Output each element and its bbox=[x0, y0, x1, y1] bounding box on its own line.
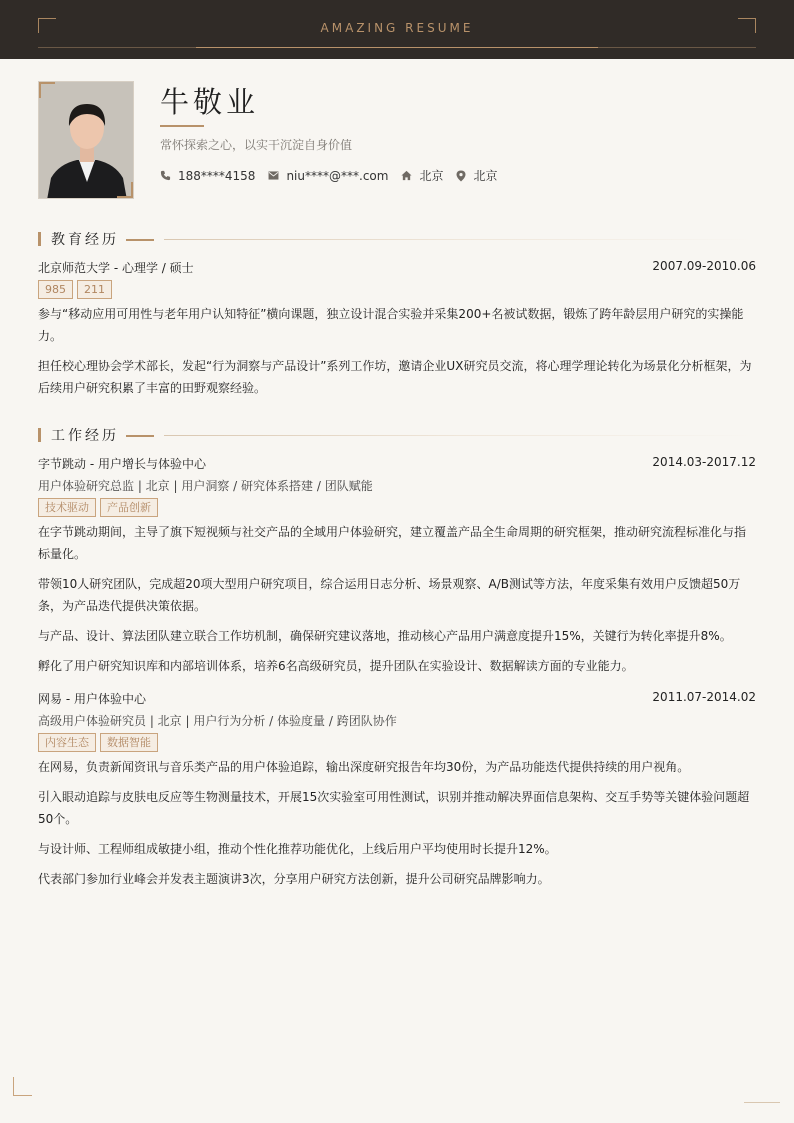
corner-ornament bbox=[13, 1077, 32, 1096]
phone-icon bbox=[160, 170, 171, 181]
photo-corner-ornament bbox=[39, 82, 55, 98]
phone-number: 188****4158 bbox=[178, 168, 256, 183]
education-paragraph: 担任校心理协会学术部长，发起“行为洞察与产品设计”系列工作坊，邀请企业UX研究员交流，将心理学理论转化为场景化分析框架，为后续用户研究积累了丰富的田野观察经验。 bbox=[38, 359, 752, 395]
job-paragraph: 引入眼动追踪与皮肤电反应等生物测量技术，开展15次实验室可用性测试，识别并推动解决界面信息架构、交互手势等关键体验问题超50个。 bbox=[38, 790, 750, 826]
candidate-motto: 常怀探索之心，以实干沉淀自身价值 bbox=[160, 138, 353, 152]
tag-badge: 数据智能 bbox=[100, 733, 158, 752]
tag-badge: 211 bbox=[77, 280, 112, 299]
candidate-name: 牛敬业 bbox=[160, 85, 260, 119]
job-tags bbox=[38, 498, 162, 517]
profile-photo bbox=[38, 81, 134, 199]
school-name: 北京师范大学 - 心理学 / 硕士 bbox=[38, 261, 194, 275]
company-name: 字节跳动 - 用户增长与体验中心 bbox=[38, 457, 206, 471]
job-role-line: 用户体验研究总监 | 北京 | 用户洞察 / 研究体系搭建 / 团队赋能 bbox=[38, 479, 373, 493]
job-date: 2011.07-2014.02 bbox=[652, 690, 756, 704]
job-paragraph: 与产品、设计、算法团队建立联合工作坊机制，确保研究建议落地，推动核心产品用户满意度提升15%，关键行为转化率提升8%。 bbox=[38, 629, 732, 643]
section-marker bbox=[38, 232, 41, 246]
hometown-text: 北京 bbox=[419, 169, 444, 183]
resume-title: AMAZING RESUME bbox=[320, 21, 474, 35]
tag-badge: 内容生态 bbox=[38, 733, 96, 752]
education-tags bbox=[38, 280, 116, 299]
job-role-line: 高级用户体验研究员 | 北京 | 用户行为分析 / 体验度量 / 跨团队协作 bbox=[38, 714, 397, 728]
location-pin-icon bbox=[456, 170, 466, 182]
section-accent-line bbox=[126, 239, 154, 241]
job-paragraph: 带领10人研究团队，完成超20项大型用户研究项目，综合运用日志分析、场景观察、A/B测试等方法，年度采集有效用户反馈超50万条，为产品迭代提供决策依据。 bbox=[38, 577, 741, 613]
tag-badge: 产品创新 bbox=[100, 498, 158, 517]
education-paragraph: 参与“移动应用可用性与老年用户认知特征”横向课题，独立设计混合实验并采集200+名被试数据，锻炼了跨年龄层用户研究的实操能力。 bbox=[38, 307, 744, 343]
tag-badge: 技术驱动 bbox=[38, 498, 96, 517]
job-date: 2014.03-2017.12 bbox=[652, 455, 756, 469]
education-section-header bbox=[38, 230, 756, 248]
name-underline bbox=[160, 125, 204, 127]
email-address: niu****@***.com bbox=[286, 168, 389, 183]
education-date: 2007.09-2010.06 bbox=[652, 259, 756, 273]
home-icon bbox=[401, 170, 412, 181]
company-name: 网易 - 用户体验中心 bbox=[38, 692, 146, 706]
contact-phone bbox=[160, 169, 255, 183]
header-band bbox=[0, 0, 794, 59]
section-marker bbox=[38, 428, 41, 442]
photo-corner-ornament bbox=[117, 182, 133, 198]
contact-location bbox=[456, 167, 497, 184]
job-paragraph: 代表部门参加行业峰会并发表主题演讲3次，分享用户研究方法创新，提升公司研究品牌影响力。 bbox=[38, 872, 550, 886]
job-paragraph: 与设计师、工程师组成敏捷小组，推动个性化推荐功能优化，上线后用户平均使用时长提升12%。 bbox=[38, 842, 557, 856]
job-paragraph: 在字节跳动期间，主导了旗下短视频与社交产品的全域用户体验研究，建立覆盖产品全生命周期的研究框架，推动研究流程标准化与指标量化。 bbox=[38, 525, 747, 561]
contact-email bbox=[268, 169, 388, 183]
mail-icon bbox=[268, 171, 279, 180]
location-text: 北京 bbox=[473, 169, 498, 183]
work-section-title: 工作经历 bbox=[51, 428, 119, 444]
education-section-title: 教育经历 bbox=[51, 232, 119, 248]
job-paragraph: 在网易，负责新闻资讯与音乐类产品的用户体验追踪，输出深度研究报告年均30份，为产品功能迭代提供持续的用户视角。 bbox=[38, 760, 690, 774]
contact-row bbox=[160, 167, 510, 184]
section-accent-line bbox=[126, 435, 154, 437]
section-divider bbox=[164, 239, 756, 240]
job-paragraph: 孵化了用户研究知识库和内部培训体系，培养6名高级研究员，提升团队在实验设计、数据解读方面的专业能力。 bbox=[38, 659, 634, 673]
section-divider bbox=[164, 435, 756, 436]
work-section-header bbox=[38, 426, 756, 444]
contact-hometown bbox=[401, 167, 443, 184]
tag-badge: 985 bbox=[38, 280, 73, 299]
footer-divider bbox=[744, 1102, 780, 1103]
header-divider-highlight bbox=[196, 47, 598, 48]
job-tags bbox=[38, 733, 162, 752]
